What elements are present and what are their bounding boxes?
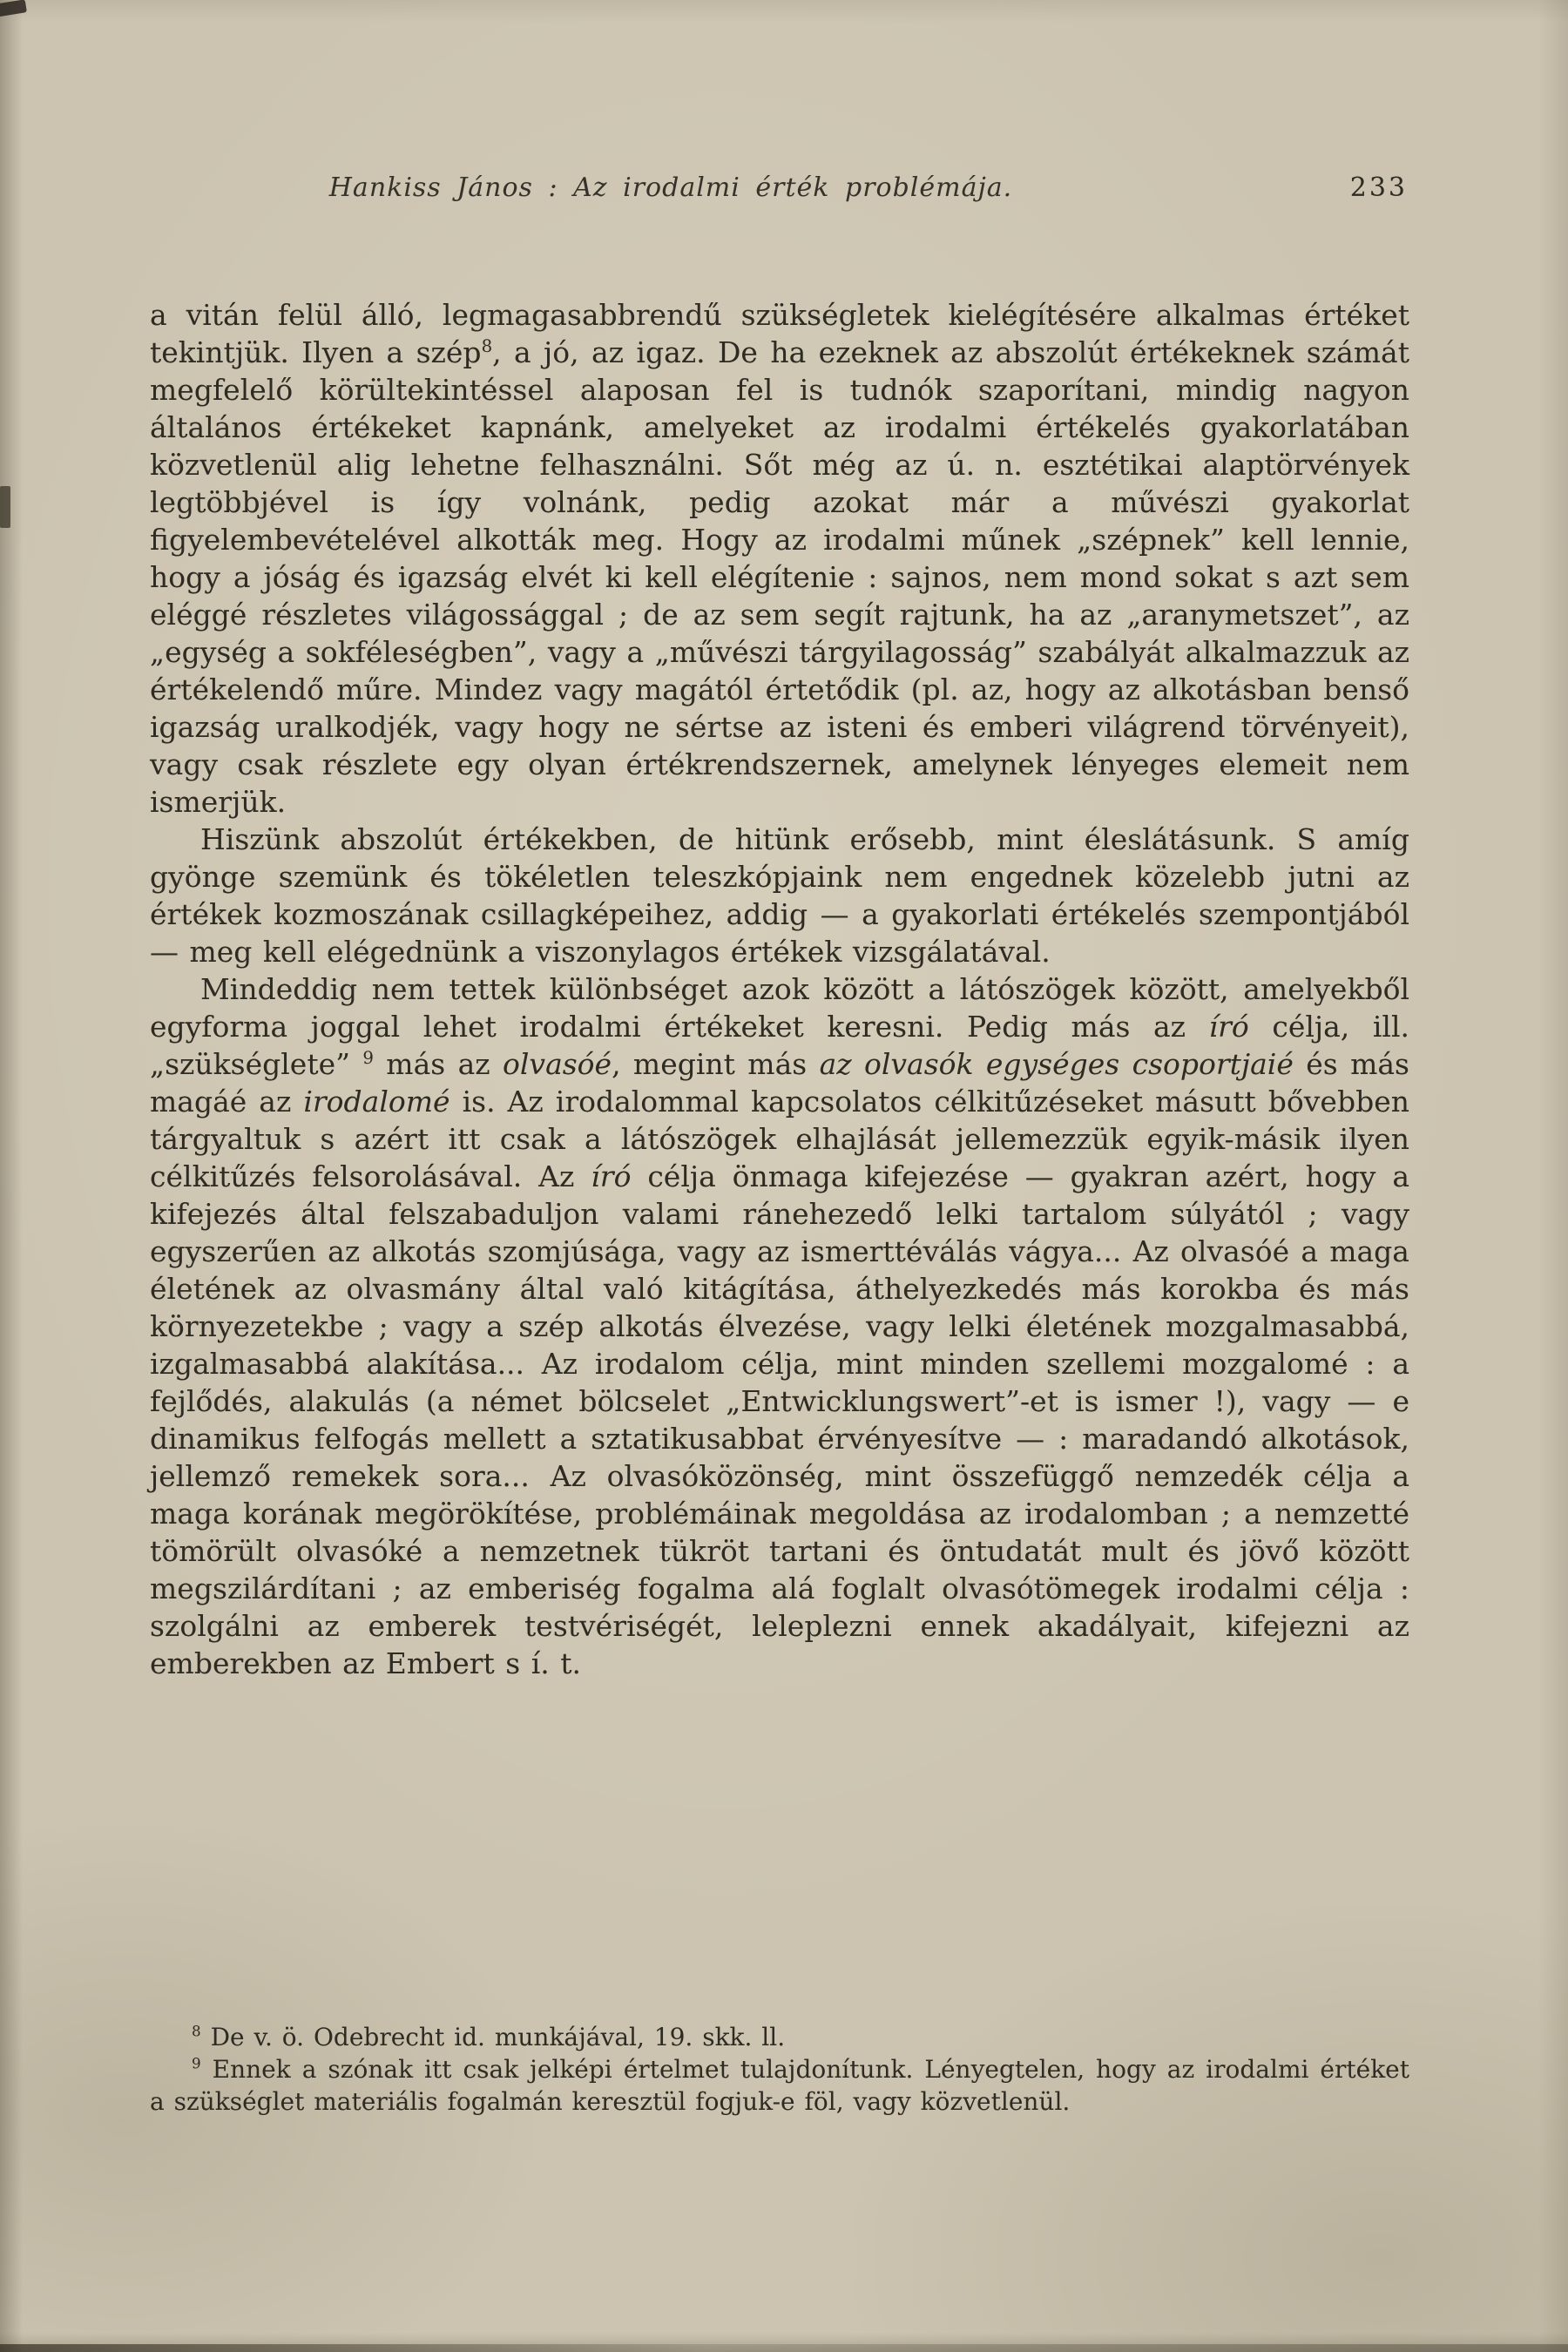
text-run: más az — [373, 1047, 503, 1081]
paragraph — [150, 970, 1409, 1682]
text-run: irodalomé — [303, 1085, 450, 1119]
footnote — [150, 2021, 1409, 2053]
text-run: is. Az irodalommal kapcsolatos célkitűzéseket másutt bővebben tárgyaltuk s azért itt csak a látószögek elhajlását jellemezzük egyik-másik ilyen célkitűzés felsorolásával. Az — [150, 1085, 1409, 1193]
paragraph — [150, 296, 1409, 821]
text-run: De v. ö. Odebrecht id. munkájával, 19. skk. ll. — [200, 2023, 786, 2051]
text-run: író — [1208, 1010, 1249, 1044]
text-run: az olvasók egységes csoportjaié — [819, 1047, 1294, 1081]
body-text — [150, 296, 1409, 1682]
superscript-ref: 8 — [481, 336, 493, 356]
text-run: és más magáé az — [150, 1047, 1409, 1119]
scan-artifact — [0, 0, 27, 17]
text-run: író — [591, 1159, 632, 1193]
text-run: Ennek a szónak itt csak jelképi értelmet tulajdonítunk. Lényegtelen, hogy az irodalmi értéket a szükséglet materiális fogalmán keresztül fogjuk-e föl, vagy közvetlenül. — [150, 2055, 1409, 2116]
footnotes — [150, 2021, 1409, 2118]
footnote-marker: 9 — [192, 2054, 201, 2072]
text-run: , a jó, az igaz. De ha ezeknek az abszolút értékeknek számát megfelelő körültekintéssel alaposan fel is tudnók szaporítani, mindig nagyon általános értékeket kapnánk, amelyeket az irodalmi értékelés gyakorlatában közvetlenül alig lehetne felhasználni. Sőt még az ú. n. esztétikai alaptörvények legtöbbjével is így volnánk, pedig azokat már a művészi gyakorlat figyelembevételével alkották meg. Hogy az irodalmi műnek „szépnek” kell lennie, hogy a jóság és igazság elvét ki kell elégítenie : sajnos, nem mond sokat s azt sem eléggé részletes világossággal ; de az sem segít rajtunk, ha az „aranymetszet”, az „egység a sokféleségben”, vagy a „művészi tárgyilagosság” szabályát alkalmazzuk az értékelendő műre. Mindez vagy magától értetődik (pl. az, hogy az alkotásban benső igazság uralkodjék, vagy hogy ne sértse az isteni és emberi világrend törvényeit), vagy csak részlete egy olyan értékrendszernek, amelynek lényeges elemeit nem ismerjük. — [150, 335, 1409, 819]
scan-artifact — [0, 2344, 1568, 2352]
scan-artifact — [0, 486, 10, 528]
text-run: , megint más — [612, 1047, 820, 1081]
text-run: Hiszünk abszolút értékekben, de hitünk erősebb, mint éleslátásunk. S amíg gyönge szemünk és tökéletlen teleszkópjaink nem engednek közelebb jutni az értékek kozmoszának csillagképeihez, addig — a gyakorlati értékelés szempontjából — meg kell elégednünk a viszonylagos értékek vizsgálatával. — [150, 822, 1409, 969]
page-header — [150, 172, 1409, 209]
superscript-ref: 9 — [362, 1048, 374, 1068]
text-run: olvasóé — [503, 1047, 612, 1081]
footnote-marker: 8 — [192, 2022, 201, 2040]
text-run: célja önmaga kifejezése — gyakran azért, hogy a kifejezés által felszabaduljon valami ránehezedő lelki tartalom súlyától ; vagy egyszerűen az alkotás szomjúsága, vagy az ismerttéválás vágya... Az olvasóé a maga életének az olvasmány által való kitágítása, áthelyezkedés más korokba és más környezetekbe ; vagy a szép alkotás élvezése, vagy lelki életének mozgalmasabbá, izgalmasabbá alakítása... Az irodalom célja, mint minden szellemi mozgalomé : a fejlődés, alakulás (a német bölcselet „Entwicklungswert”-et is ismer !), vagy — e dinamikus felfogás mellett a sztatikusabbat érvényesítve — : maradandó alkotások, jellemző remekek sora... Az olvasóközönség, mint összefüggő nemzedék célja a maga korának megörökítése, problémáinak megoldása az irodalomban ; a nemzetté tömörült olvasóké a nemzetnek tükröt tartani és öntudatát mult és jövő között megszilárdítani ; az emberiség fogalma alá foglalt olvasótömegek irodalmi célja : szolgálni az emberek testvériségét, leleplezni ennek akadályait, kifejezni az emberekben az Embert s í. t. — [150, 1159, 1409, 1680]
text-run: célja, ill. „szükséglete” — [150, 1010, 1409, 1081]
paragraph — [150, 821, 1409, 970]
running-title: Hankiss János : Az irodalmi érték problémája. — [328, 172, 1013, 203]
text-run: Mindeddig nem tettek különbséget azok között a látószögek között, amelyekből egyforma joggal lehet irodalmi értékeket keresni. Pedig más az — [150, 972, 1409, 1044]
footnote — [150, 2053, 1409, 2118]
text-run: a vitán felül álló, legmagasabbrendű szükségletek kielégítésére alkalmas értéket tekintjük. Ilyen a szép — [150, 298, 1409, 369]
page-number: 233 — [1349, 172, 1408, 203]
